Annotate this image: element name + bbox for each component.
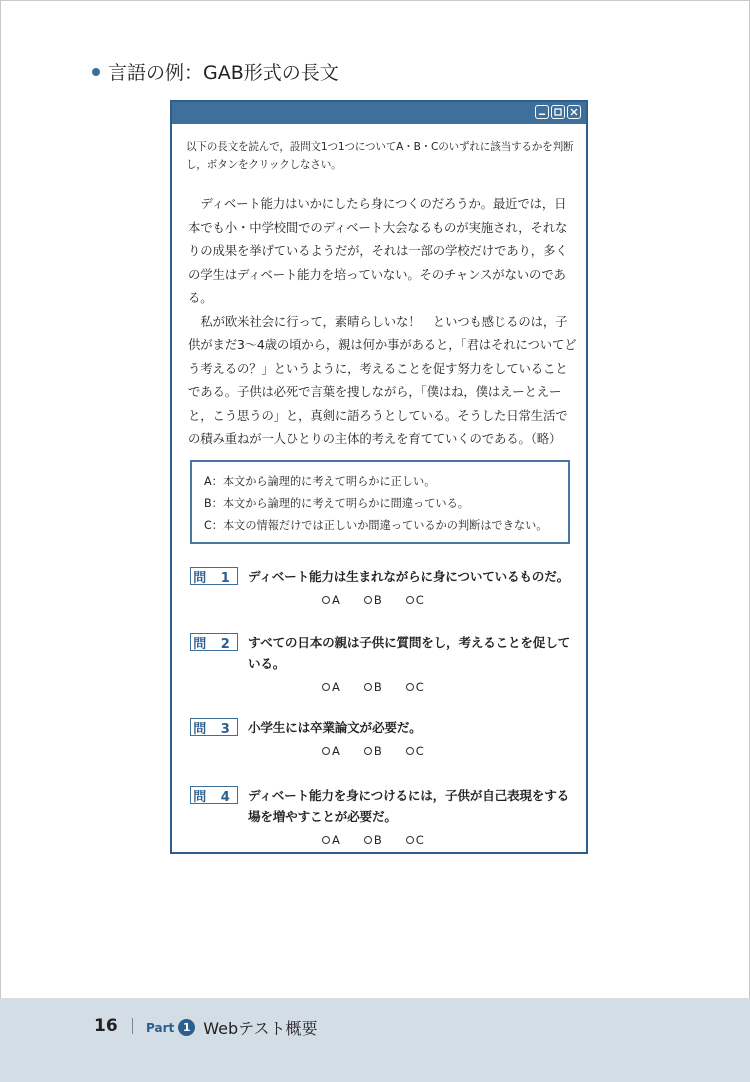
question-4-text: ディベート能力を身につけるには，子供が自己表現をする場を増やすことが必要だ。 bbox=[248, 788, 569, 824]
option-label: A bbox=[332, 593, 340, 607]
passage-paragraph-2: 私が欧米社会に行って，素晴らしいな！ といつも感じるのは，子供がまだ3～4歳の頃から，親は何か事があると，「君はそれについてどう考えるの？」というように，考えることを促す努力をしていることである。子供は必死で言葉を捜しながら，「僕はね，僕はえーとえーと，こう思うの」と，真剣に語ろうとしている。そうした日常生活での積み重ねが一人ひとりの主体的考えを育てていくのである。（略） bbox=[188, 313, 577, 446]
question-4-label: 問 4 bbox=[190, 786, 238, 804]
radio-icon[interactable] bbox=[322, 836, 330, 844]
radio-icon[interactable] bbox=[322, 683, 330, 691]
window-titlebar bbox=[172, 102, 586, 124]
instruction-text: 以下の長文を読んで，設問文1つ1つについてA・B・Cのいずれに該当するかを判断し，ボタンをクリックしなさい。 bbox=[186, 141, 574, 171]
radio-icon[interactable] bbox=[322, 596, 330, 604]
question-1-option-c[interactable] bbox=[406, 593, 424, 607]
question-4 bbox=[190, 785, 582, 847]
question-1-label: 問 1 bbox=[190, 567, 238, 585]
option-label: A bbox=[332, 680, 340, 694]
option-label: C bbox=[415, 680, 424, 694]
footer-divider bbox=[132, 1018, 133, 1034]
question-2-text: すべての日本の親は子供に質問をし，考えることを促している。 bbox=[248, 635, 570, 671]
part-title: Webテスト概要 bbox=[203, 1019, 318, 1038]
answer-legend bbox=[190, 460, 570, 544]
option-label: B bbox=[373, 593, 382, 607]
question-3-options bbox=[322, 744, 582, 758]
radio-icon[interactable] bbox=[406, 836, 414, 844]
question-2 bbox=[190, 632, 582, 694]
question-1 bbox=[190, 566, 582, 607]
option-label: C bbox=[415, 744, 424, 758]
section-title-text: 言語の例：GAB形式の長文 bbox=[108, 62, 339, 84]
radio-icon[interactable] bbox=[364, 683, 372, 691]
radio-icon[interactable] bbox=[322, 747, 330, 755]
question-3 bbox=[190, 717, 582, 758]
question-3-label: 問 3 bbox=[190, 718, 238, 736]
question-3-option-c[interactable] bbox=[406, 744, 424, 758]
part-label: Part bbox=[146, 1020, 175, 1035]
question-2-option-b[interactable] bbox=[364, 680, 382, 694]
section-title bbox=[92, 58, 339, 85]
question-3-option-a[interactable] bbox=[322, 744, 340, 758]
minimize-icon[interactable] bbox=[535, 105, 549, 119]
bullet-icon bbox=[92, 68, 100, 76]
question-4-option-a[interactable] bbox=[322, 833, 340, 847]
option-label: B bbox=[373, 744, 382, 758]
close-icon[interactable] bbox=[567, 105, 581, 119]
page-footer bbox=[0, 998, 750, 1082]
question-1-options bbox=[322, 593, 582, 607]
legend-a: A：本文から論理的に考えて明らかに正しい。 bbox=[204, 475, 436, 488]
question-1-option-b[interactable] bbox=[364, 593, 382, 607]
question-2-option-a[interactable] bbox=[322, 680, 340, 694]
radio-icon[interactable] bbox=[406, 596, 414, 604]
option-label: C bbox=[415, 593, 424, 607]
passage-paragraph-1: ディベート能力はいかにしたら身につくのだろうか。最近では，日本でも小・中学校間でのディベート大会なるものが実施され，それなりの成果を挙げているようだが，それは一部の学校だけであり，多くの学生はディベート能力を培っていない。そのチャンスがないのである。 bbox=[188, 196, 568, 305]
question-2-label: 問 2 bbox=[190, 633, 238, 651]
maximize-icon[interactable] bbox=[551, 105, 565, 119]
option-label: C bbox=[415, 833, 424, 847]
question-4-option-c[interactable] bbox=[406, 833, 424, 847]
option-label: B bbox=[373, 680, 382, 694]
page-number: 16 bbox=[94, 1016, 118, 1036]
question-4-options bbox=[322, 833, 582, 847]
window-controls bbox=[535, 105, 581, 119]
radio-icon[interactable] bbox=[364, 836, 372, 844]
option-label: B bbox=[373, 833, 382, 847]
question-3-option-b[interactable] bbox=[364, 744, 382, 758]
test-window bbox=[170, 100, 588, 854]
question-2-option-c[interactable] bbox=[406, 680, 424, 694]
question-2-options bbox=[322, 680, 582, 694]
radio-icon[interactable] bbox=[406, 747, 414, 755]
option-label: A bbox=[332, 833, 340, 847]
option-label: A bbox=[332, 744, 340, 758]
question-4-option-b[interactable] bbox=[364, 833, 382, 847]
radio-icon[interactable] bbox=[364, 596, 372, 604]
radio-icon[interactable] bbox=[364, 747, 372, 755]
legend-c: C：本文の情報だけでは正しいか間違っているかの判断はできない。 bbox=[204, 519, 548, 532]
radio-icon[interactable] bbox=[406, 683, 414, 691]
legend-b: B：本文から論理的に考えて明らかに間違っている。 bbox=[204, 497, 469, 510]
part-heading bbox=[146, 1016, 317, 1039]
question-3-text: 小学生には卒業論文が必要だ。 bbox=[248, 720, 422, 735]
question-1-option-a[interactable] bbox=[322, 593, 340, 607]
question-1-text: ディベート能力は生まれながらに身についているものだ。 bbox=[248, 569, 569, 584]
passage bbox=[188, 192, 578, 451]
part-number-badge: 1 bbox=[178, 1019, 195, 1036]
